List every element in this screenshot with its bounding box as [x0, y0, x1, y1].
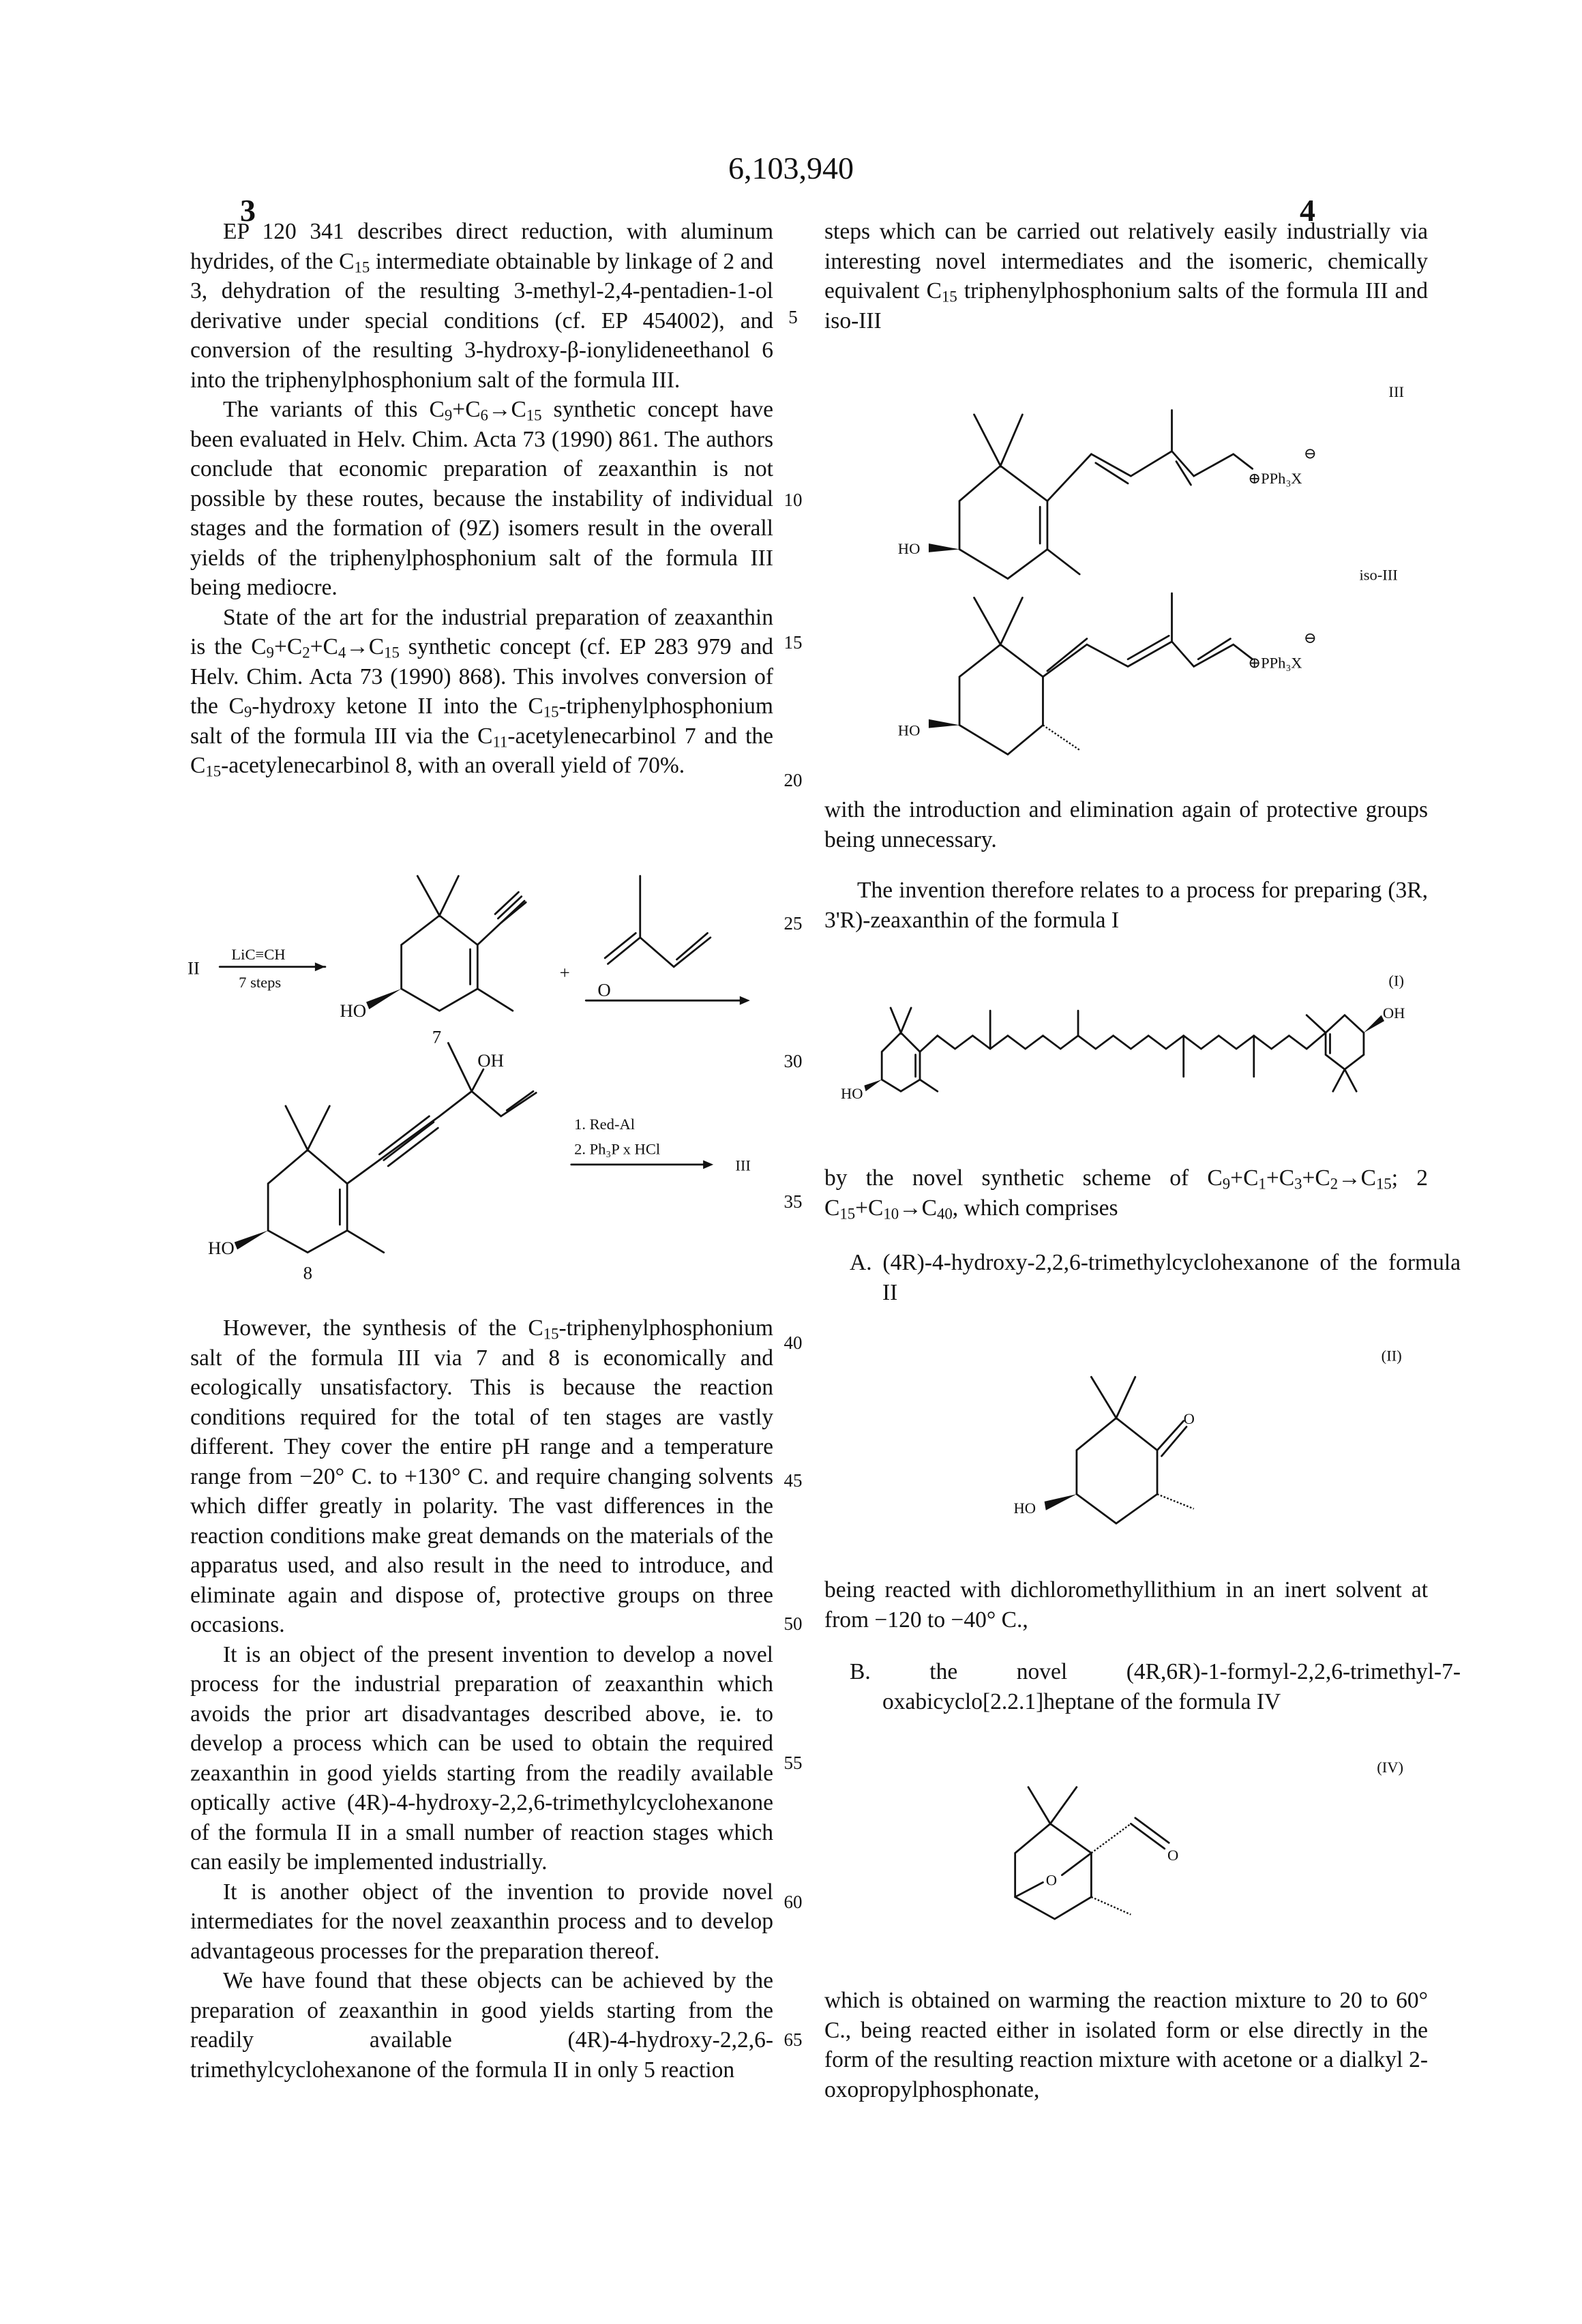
line-number: 30 [773, 1051, 814, 1072]
paragraph: It is another object of the invention to provide novel intermediates for the novel zeaxanthin process and to develop advantageous processes for the preparation thereof. [190, 1877, 773, 1967]
oxygen-label: O [1184, 1410, 1195, 1427]
scheme-step-1 [188, 946, 325, 991]
oh-label: OH [1383, 1004, 1405, 1022]
formula-label: iso-III [1359, 567, 1397, 584]
step-a: A. (4R)-4-hydroxy-2,2,6-trimethylcyclohexanone of the formula II [850, 1248, 1461, 1307]
chemical-structures [0, 0, 1582, 2324]
formula-label: (II) [1382, 1347, 1402, 1365]
compound-8 [208, 1043, 751, 1283]
formula-label: (I) [1388, 972, 1404, 989]
ho-label: HO [898, 540, 921, 557]
ho-label: HO [841, 1085, 863, 1102]
oxygen-label: O [1167, 1847, 1178, 1864]
line-number: 25 [773, 913, 814, 934]
phosphonium-label: ⊕PPh₃X [1248, 470, 1302, 487]
reaction-step-1: 1. Red-Al [574, 1116, 635, 1133]
right-para-6: which is obtained on warming the reaction mixture to 20 to 60° C., being reacted either in isolated form or else directly in the form of the resulting reaction mixture with acetone or a dialkyl 2-oxopropylphosphonate, [824, 1986, 1428, 2104]
ho-label: HO [898, 721, 921, 739]
methyl-vinyl-ketone [586, 876, 750, 1005]
oxygen-label: O [1046, 1872, 1057, 1889]
arrowhead-icon [740, 996, 750, 1005]
anion-charge: ⊖ [1304, 629, 1317, 646]
line-number: 15 [773, 632, 814, 653]
compound-8-label: 8 [303, 1262, 312, 1283]
paragraph: EP 120 341 describes direct reduction, with aluminum hydrides, of the C15 intermediate obtainable by linkage of 2 and 3, dehydration of the resulting 3-methyl-2,4-pentadien-1-ol derivative under special conditions (cf. EP 454002), and conversion of the resulting 3-hydroxy-β-ionylideneethanol 6 into the triphenylphosphonium salt of the formula III. [190, 217, 773, 395]
line-number: 65 [773, 2029, 814, 2051]
formula-label: (IV) [1377, 1759, 1403, 1776]
ho-label: HO [208, 1238, 235, 1258]
column-number-right: 4 [1300, 192, 1315, 228]
reagent-label: LiC≡CH [231, 946, 285, 963]
formula-I [841, 972, 1405, 1102]
plus-sign: + [560, 962, 570, 983]
paragraph: We have found that these objects can be achieved by the preparation of zeaxanthin in good yields starting from the readily available (4R)-4-hydroxy-2,2,6-trimethylcyclohexanone of the formula II in only 5 reaction [190, 1966, 773, 2085]
reaction-step-2: 2. Ph₃P x HCl [574, 1141, 660, 1158]
ho-label: HO [340, 1000, 366, 1021]
line-number: 35 [773, 1191, 814, 1212]
formula-III [898, 383, 1404, 578]
paragraph: However, the synthesis of the C15-triphenylphosphonium salt of the formula III via 7 and 8 is economically and ecologically unsatisfactory. This is because the reaction conditions required for the total of ten stages are vastly different. They cover the entire pH range and a temperature range from −20° C. to +130° C. and require changing solvents which differ greatly in polarity. The vast differences in the reaction conditions make great demands on the materials of the apparatus used, and also result in the need to introduce, and eliminate again and dispose of, protective groups on three occasions. [190, 1313, 773, 1640]
start-compound-label: II [188, 958, 200, 979]
right-para-5: being reacted with dichloromethyllithium in an inert solvent at from −120 to −40° C., [824, 1575, 1428, 1635]
formula-IV [1015, 1759, 1403, 1919]
formula-iso-III [898, 567, 1398, 755]
line-number: 60 [773, 1892, 814, 1913]
formula-label: III [1388, 383, 1404, 400]
anion-charge: ⊖ [1304, 445, 1317, 462]
phosphonium-label: ⊕PPh₃X [1248, 655, 1302, 672]
arrowhead-icon [315, 962, 325, 971]
arrowhead-icon [703, 1160, 713, 1169]
line-number: 5 [773, 307, 814, 328]
column-number-left: 3 [240, 192, 256, 228]
oxygen-label: O [597, 980, 610, 1000]
line-number: 20 [773, 770, 814, 791]
right-para-3: The invention therefore relates to a process for preparing (3R, 3'R)-zeaxanthin of the formula I [824, 876, 1428, 935]
steps-label: 7 steps [239, 974, 281, 991]
ho-label: HO [1014, 1500, 1036, 1517]
paragraph: It is an object of the present invention to develop a novel process for the industrial preparation of zeaxanthin which avoids the prior art disadvantages described above, ie. to develop a process which can be used to obtain the required zeaxanthin in good yields starting from the readily available optically active (4R)-4-hydroxy-2,2,6-trimethylcyclohexanone of the formula II in a small number of reaction stages which can easily be implemented industrially. [190, 1640, 773, 1877]
right-para-1: steps which can be carried out relatively easily industrially via interesting novel intermediates and the isomeric, chemically equivalent C15 triphenylphosphonium salts of the formula III and iso-III [824, 217, 1428, 336]
product-label: III [735, 1157, 751, 1174]
formula-II [1014, 1347, 1402, 1523]
line-number: 45 [773, 1470, 814, 1491]
compound-7 [340, 876, 526, 1047]
right-para-2: with the introduction and elimination again of protective groups being unnecessary. [824, 795, 1428, 854]
paragraph: State of the art for the industrial preparation of zeaxanthin is the C9+C2+C4→C15 synthetic concept (cf. EP 283 979 and Helv. Chim. Acta 73 (1990) 868). This involves conversion of the C9-hydroxy ketone II into the C15-triphenylphosphonium salt of the formula III via the C11-acetylenecarbinol 7 and the C15-acetylenecarbinol 8, with an overall yield of 70%. [190, 603, 773, 781]
paragraph: The variants of this C9+C6→C15 synthetic concept have been evaluated in Helv. Chim. Acta 73 (1990) 861. The authors conclude that economic preparation of zeaxanthin is not possible by these routes, because the instability of individual stages and the formation of (9Z) isomers result in the overall yields of the triphenylphosphonium salt of the formula III being mediocre. [190, 395, 773, 603]
line-number: 55 [773, 1753, 814, 1774]
right-para-4: by the novel synthetic scheme of C9+C1+C3+C2→C15; 2 C15+C10→C40, which comprises [824, 1163, 1428, 1223]
oh-label: OH [477, 1050, 504, 1071]
patent-number: 6,103,940 [0, 150, 1582, 186]
step-b: B. the novel (4R,6R)-1-formyl-2,2,6-trimethyl-7-oxabicyclo[2.2.1]heptane of the formula IV [850, 1657, 1461, 1716]
line-number: 50 [773, 1613, 814, 1635]
compound-7-label: 7 [432, 1026, 441, 1047]
line-number: 40 [773, 1332, 814, 1354]
line-number: 10 [773, 490, 814, 511]
